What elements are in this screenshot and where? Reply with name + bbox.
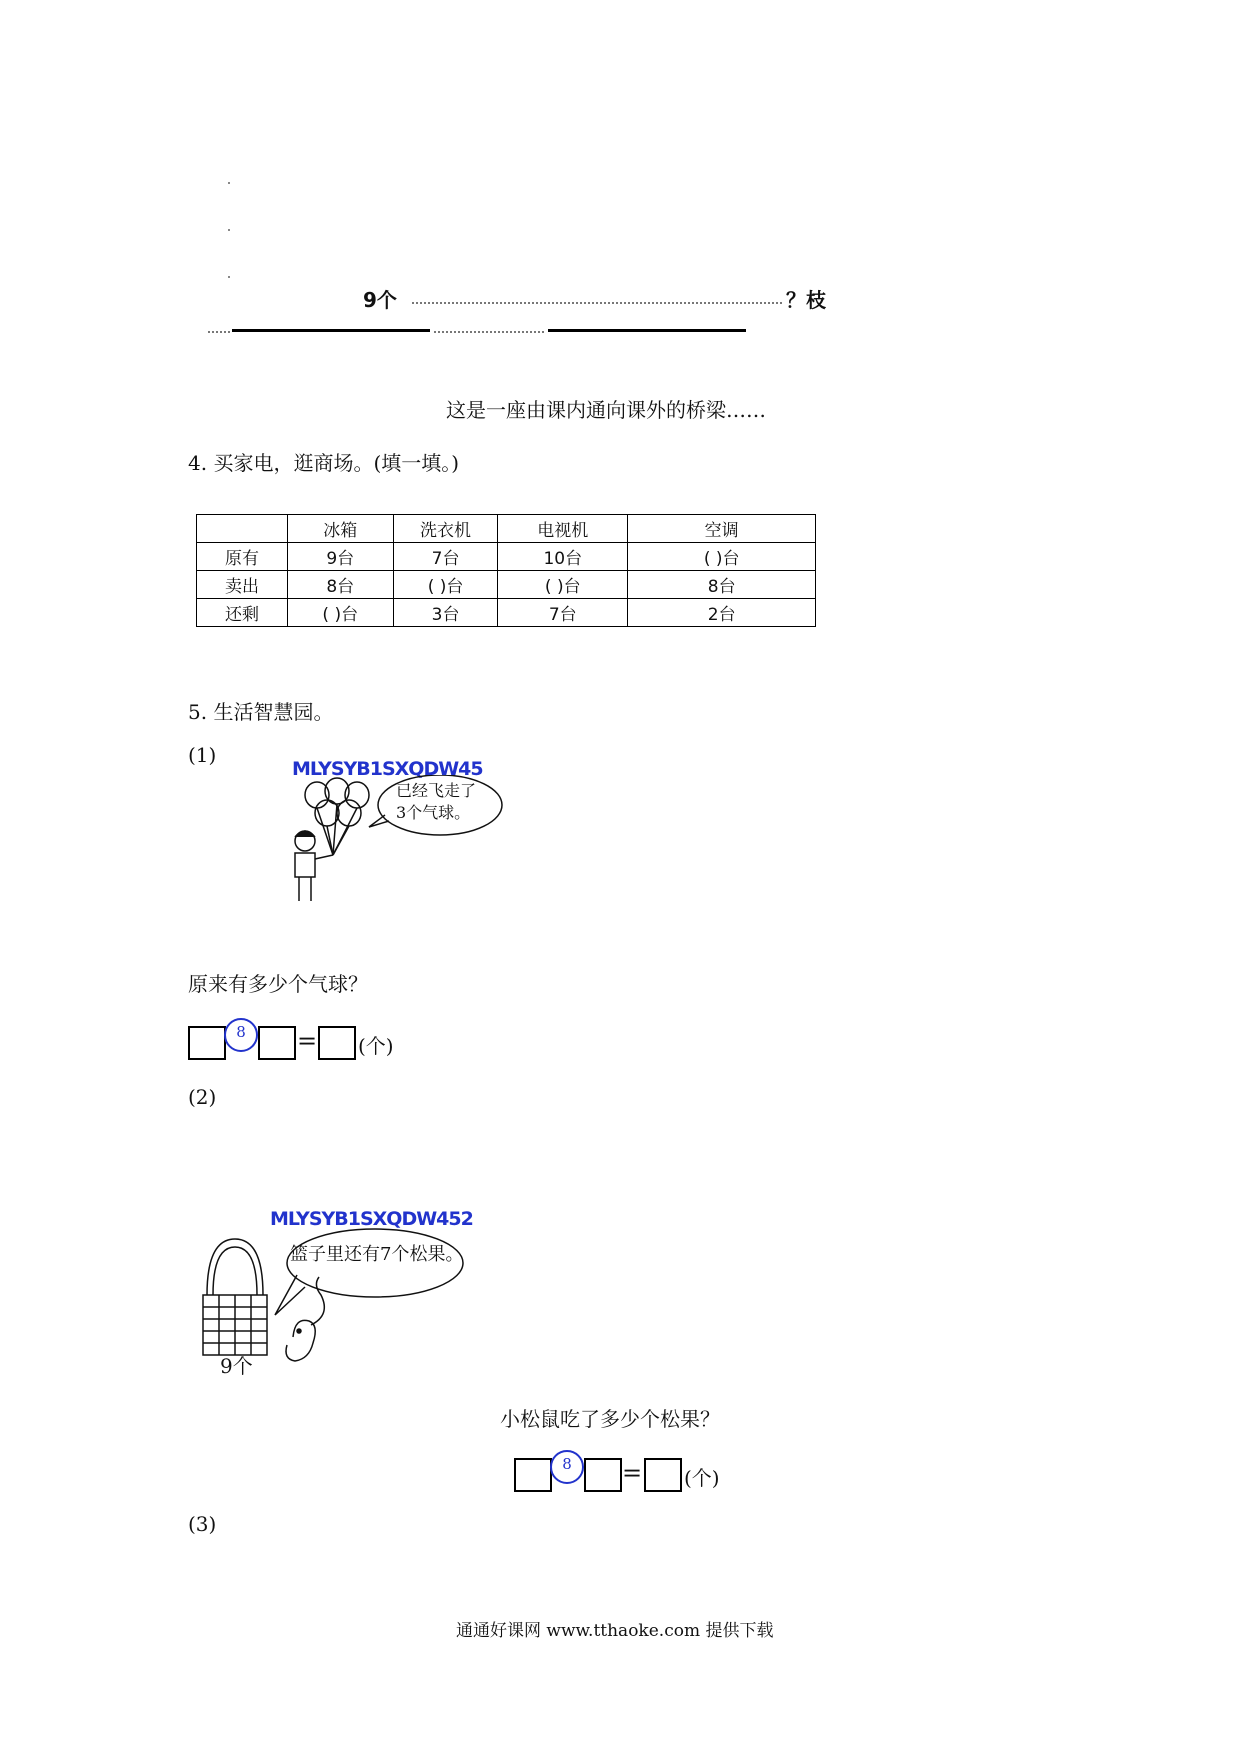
part1-watermark: MLYSYB1SXQDW45	[292, 758, 483, 780]
unit-label: (个)	[684, 1466, 720, 1490]
unit-label: (个)	[358, 1034, 394, 1058]
table-header-row	[197, 515, 816, 543]
operator-circle[interactable]: 8	[224, 1018, 258, 1052]
basket-label: 9个	[220, 1354, 253, 1378]
top-left-label: 9个	[363, 288, 397, 312]
bridge-line: 这是一座由课内通向课外的桥梁……	[446, 398, 766, 422]
top-dotted-line	[412, 302, 782, 304]
table-header-cell: 电视机	[498, 515, 628, 543]
q5-title: 5. 生活智慧园。	[188, 700, 334, 724]
table-header-cell: 空调	[628, 515, 816, 543]
answer-blank-cell[interactable]: ( )台	[287, 599, 393, 627]
table-cell: 7台	[498, 599, 628, 627]
part1-question: 原来有多少个气球？	[188, 972, 368, 996]
row-label: 原有	[197, 543, 288, 571]
table-cell: 9台	[287, 543, 393, 571]
appliance-table	[196, 514, 816, 627]
line-segment-dotted	[208, 331, 230, 333]
table-cell: 8台	[287, 571, 393, 599]
answer-blank-cell[interactable]: ( )台	[393, 571, 497, 599]
part1-speech	[396, 780, 476, 824]
table-header-cell: 洗衣机	[393, 515, 497, 543]
answer-blank-cell[interactable]: ( )台	[498, 571, 628, 599]
q4-title: 4. 买家电，逛商场。(填一填。)	[188, 451, 460, 475]
part3-label: (3)	[188, 1512, 217, 1536]
part1-label: (1)	[188, 743, 217, 767]
answer-box[interactable]	[644, 1458, 682, 1492]
table-cell: 10台	[498, 543, 628, 571]
answer-box[interactable]	[188, 1026, 226, 1060]
line-segment-thick	[232, 329, 430, 332]
answer-box[interactable]	[514, 1458, 552, 1492]
footer-text: 通通好课网 www.tthaoke.com 提供下载	[456, 1621, 774, 1641]
answer-box[interactable]	[318, 1026, 356, 1060]
part2-label: (2)	[188, 1085, 217, 1109]
part2-question: 小松鼠吃了多少个松果？	[500, 1407, 720, 1431]
line-segment-dotted	[434, 331, 544, 333]
table-header-cell	[197, 515, 288, 543]
table-cell: 2台	[628, 599, 816, 627]
part2-watermark: MLYSYB1SXQDW452	[270, 1208, 473, 1230]
answer-box[interactable]	[258, 1026, 296, 1060]
equals-sign: =	[622, 1459, 643, 1487]
table-cell: 3台	[393, 599, 497, 627]
table-cell: 8台	[628, 571, 816, 599]
stray-dot	[228, 276, 230, 278]
equals-sign: =	[297, 1027, 318, 1055]
operator-circle[interactable]: 8	[550, 1450, 584, 1484]
top-right-label: ？枝	[786, 288, 826, 312]
table-row	[197, 543, 816, 571]
table-header-cell: 冰箱	[287, 515, 393, 543]
part2-speech: 篮子里还有7个松果。	[290, 1244, 464, 1265]
row-label: 还剩	[197, 599, 288, 627]
table-row	[197, 599, 816, 627]
table-row	[197, 571, 816, 599]
row-label: 卖出	[197, 571, 288, 599]
table-cell: 7台	[393, 543, 497, 571]
stray-dot	[228, 182, 230, 184]
answer-blank-cell[interactable]: ( )台	[628, 543, 816, 571]
speech-line: 3个气球。	[396, 803, 471, 822]
line-segment-thick	[548, 329, 746, 332]
speech-line: 已经飞走了	[396, 781, 477, 800]
answer-box[interactable]	[584, 1458, 622, 1492]
stray-dot	[228, 229, 230, 231]
